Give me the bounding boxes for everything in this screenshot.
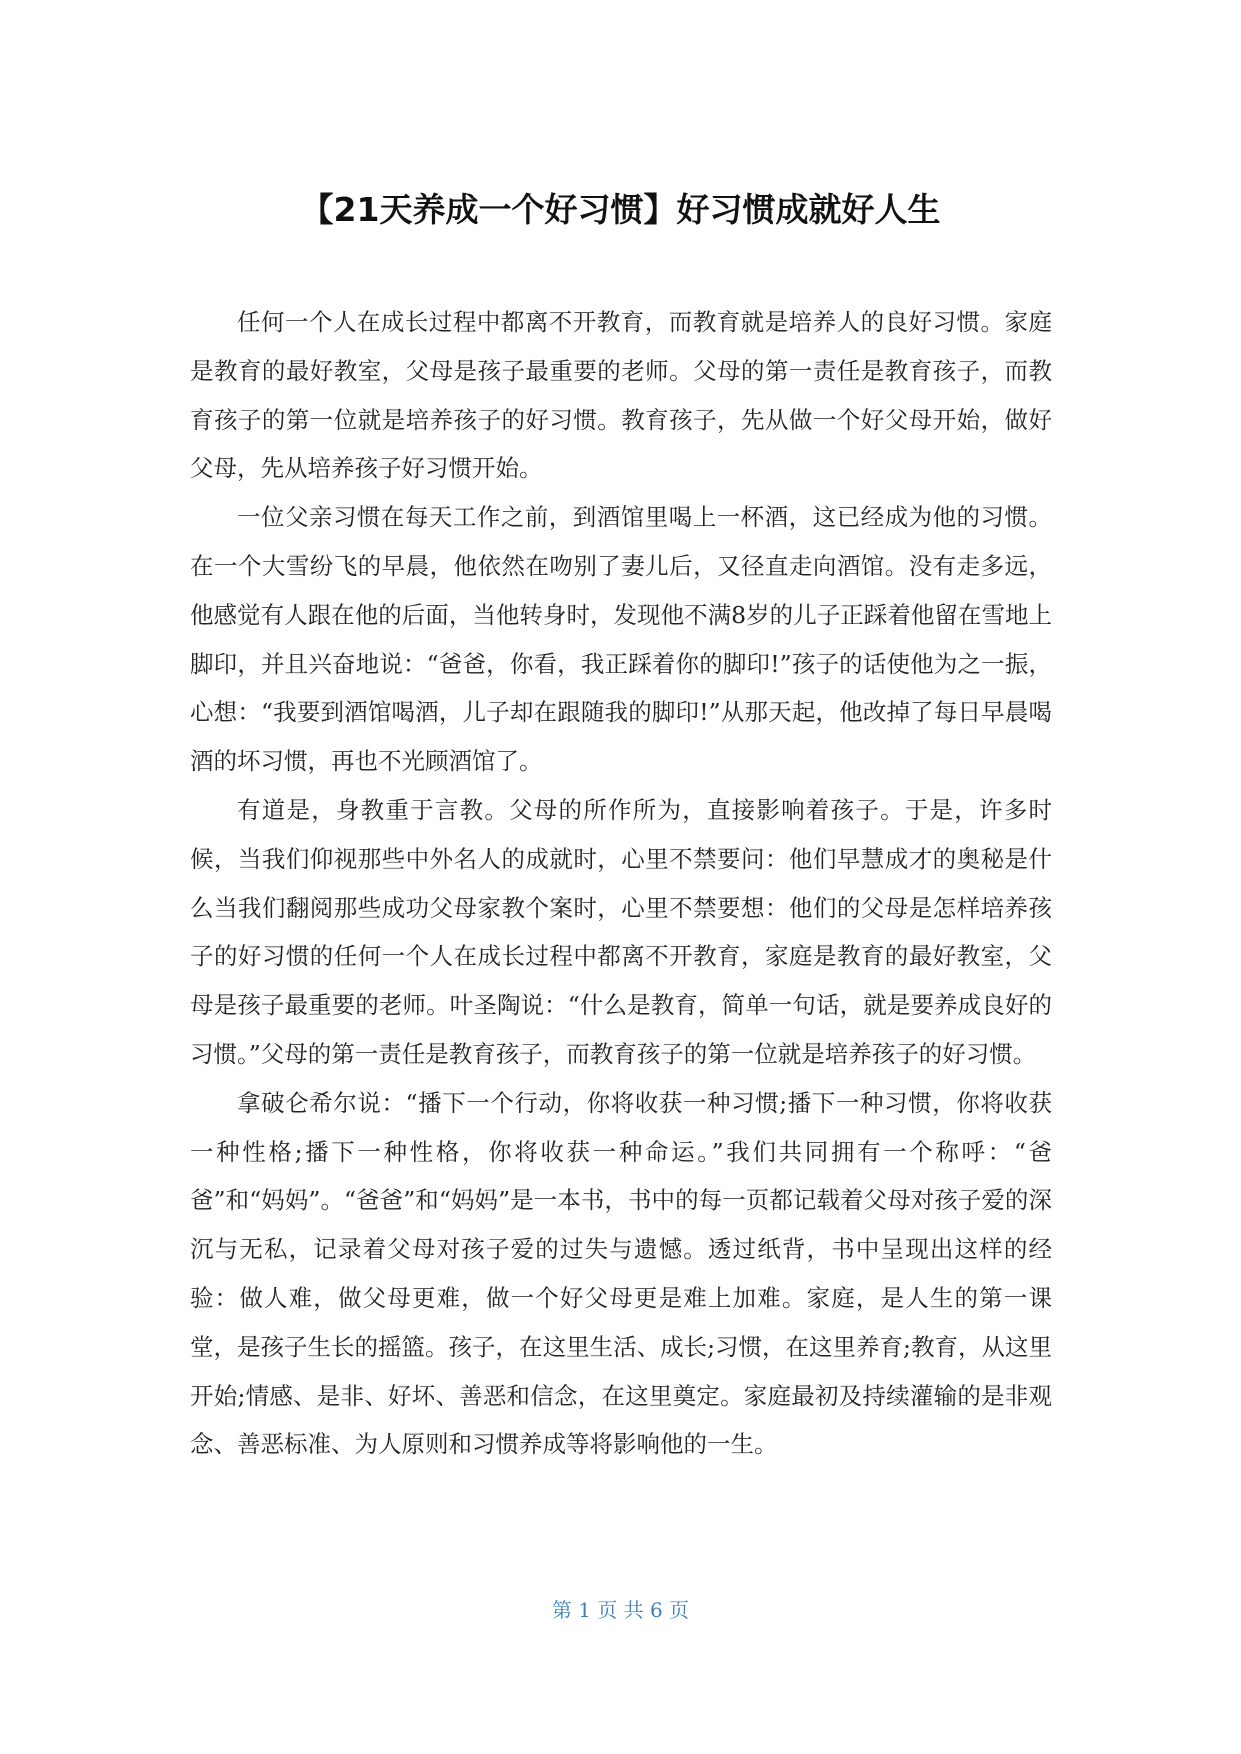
paragraph-4: 拿破仑希尔说：“播下一个行动，你将收获一种习惯;播下一种习惯，你将收获一种性格;播下一种性格，你将收获一种命运。”我们共同拥有一个称呼：“爸爸”和“妈妈”。“爸爸”和“妈妈”是一本书，书中的每一页都记载着父母对孩子爱的深沉与无私，记录着父母对孩子爱的过失与遗憾。透过纸背，书中呈现出这样的经验：做人难，做父母更难，做一个好父母更是难上加难。家庭，是人生的第一课堂，是孩子生长的摇篮。孩子，在这里生活、成长;习惯，在这里养育;教育，从这里开始;情感、是非、好坏、善恶和信念，在这里奠定。家庭最初及持续灌输的是非观念、善恶标准、为人原则和习惯养成等将影响他的一生。 (190, 1088, 1052, 1459)
paragraph-3: 有道是，身教重于言教。父母的所作所为，直接影响着孩子。于是，许多时候，当我们仰视那些中外名人的成就时，心里不禁要问：他们早慧成才的奥秘是什么当我们翻阅那些成功父母家教个案时，心里不禁要想：他们的父母是怎样培养孩子的好习惯的任何一个人在成长过程中都离不开教育，家庭是教育的最好教室，父母是孩子最重要的老师。叶圣陶说：“什么是教育，简单一句话，就是要养成良好的习惯。”父母的第一责任是教育孩子，而教育孩子的第一位就是培养孩子的好习惯。 (190, 795, 1052, 1068)
page-number-footer: 第 1 页 共 6 页 (551, 1598, 690, 1622)
document-body (190, 298, 1052, 1469)
paragraph-1: 任何一个人在成长过程中都离不开教育，而教育就是培养人的良好习惯。家庭是教育的最好教室，父母是孩子最重要的老师。父母的第一责任是教育孩子，而教育孩子的第一位就是培养孩子的好习惯。教育孩子，先从做一个好父母开始，做好父母，先从培养孩子好习惯开始。 (190, 308, 1052, 483)
document-title: 【21天养成一个好习惯】好习惯成就好人生 (300, 190, 941, 229)
paragraph-2: 一位父亲习惯在每天工作之前，到酒馆里喝上一杯酒，这已经成为他的习惯。在一个大雪纷飞的早晨，他依然在吻别了妻儿后，又径直走向酒馆。没有走多远，他感觉有人跟在他的后面，当他转身时，发现他不满8岁的儿子正踩着他留在雪地上脚印，并且兴奋地说：“爸爸，你看，我正踩着你的脚印!”孩子的话使他为之一振，心想：“我要到酒馆喝酒，儿子却在跟随我的脚印!”从那天起，他改掉了每日早晨喝酒的坏习惯，再也不光顾酒馆了。 (190, 503, 1052, 776)
